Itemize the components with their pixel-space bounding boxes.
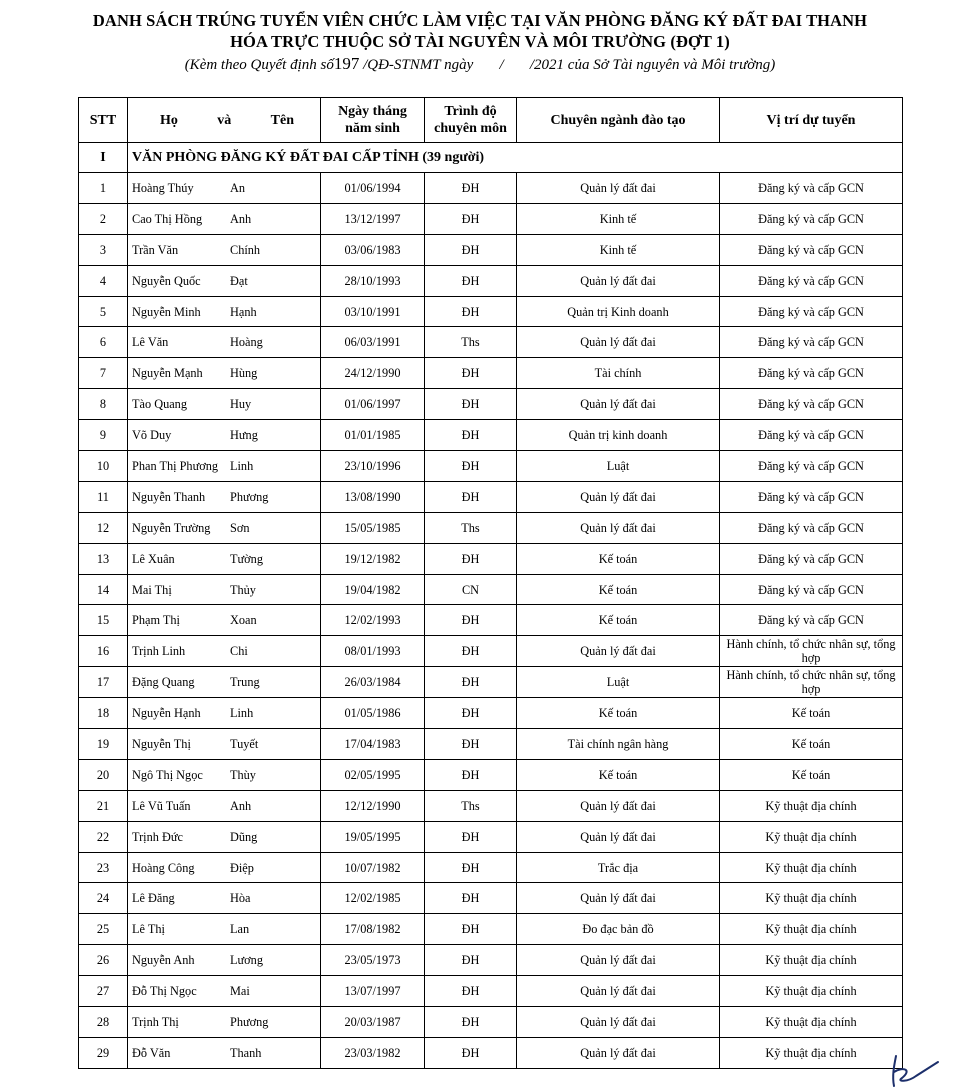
- cell-full-name: [128, 636, 321, 667]
- header-date-of-birth: Ngày tháng năm sinh: [321, 98, 425, 143]
- cell-ten: Mai: [230, 984, 250, 999]
- cell-position: Đăng ký và cấp GCN: [720, 203, 903, 234]
- cell-ho: Trần Văn: [132, 242, 179, 257]
- cell-ho: Nguyễn Thanh: [132, 489, 206, 504]
- cell-date-of-birth: 28/10/1993: [321, 265, 425, 296]
- cell-major: Kế toán: [517, 574, 720, 605]
- cell-position: Đăng ký và cấp GCN: [720, 481, 903, 512]
- table-row: [79, 420, 903, 451]
- document-subtitle: [0, 54, 960, 75]
- cell-major: Kinh tế: [517, 234, 720, 265]
- cell-qualification: ĐH: [425, 451, 517, 482]
- cell-position: Kế toán: [720, 729, 903, 760]
- cell-stt: 6: [79, 327, 128, 358]
- cell-position: Kế toán: [720, 698, 903, 729]
- cell-ho: Nguyễn Quốc: [132, 273, 201, 288]
- subtitle-prefix: (Kèm theo Quyết định số: [184, 57, 334, 73]
- cell-major: Kế toán: [517, 698, 720, 729]
- decision-number: 197: [333, 54, 360, 73]
- cell-date-of-birth: 01/05/1986: [321, 698, 425, 729]
- cell-ten: Đạt: [230, 273, 248, 288]
- cell-ten: Phương: [230, 1014, 269, 1029]
- cell-position: Đăng ký và cấp GCN: [720, 605, 903, 636]
- cell-qualification: ĐH: [425, 420, 517, 451]
- cell-ho: Lê Văn: [132, 335, 169, 350]
- cell-full-name: [128, 327, 321, 358]
- cell-stt: 21: [79, 790, 128, 821]
- cell-major: Quản lý đất đai: [517, 1037, 720, 1068]
- cell-qualification: ĐH: [425, 914, 517, 945]
- cell-full-name: [128, 543, 321, 574]
- cell-stt: 12: [79, 512, 128, 543]
- cell-qualification: ĐH: [425, 945, 517, 976]
- cell-qualification: ĐH: [425, 389, 517, 420]
- cell-ho: Đỗ Văn: [132, 1045, 171, 1060]
- cell-ho: Trịnh Đức: [132, 829, 183, 844]
- cell-ho: Nguyễn Mạnh: [132, 366, 203, 381]
- cell-position: Kỹ thuật địa chính: [720, 883, 903, 914]
- cell-major: Quản lý đất đai: [517, 790, 720, 821]
- cell-full-name: [128, 698, 321, 729]
- cell-date-of-birth: 15/05/1985: [321, 512, 425, 543]
- cell-qualification: ĐH: [425, 358, 517, 389]
- cell-ten: Xoan: [230, 613, 257, 628]
- cell-ten: Hùng: [230, 366, 258, 381]
- cell-major: Quản lý đất đai: [517, 883, 720, 914]
- cell-full-name: [128, 420, 321, 451]
- cell-full-name: [128, 574, 321, 605]
- document-title-line-2: HÓA TRỰC THUỘC SỞ TÀI NGUYÊN VÀ MÔI TRƯỜNG (ĐỢT 1): [230, 32, 730, 51]
- cell-position: Kỹ thuật địa chính: [720, 790, 903, 821]
- cell-qualification: ĐH: [425, 481, 517, 512]
- cell-ho: Cao Thị Hồng: [132, 211, 203, 226]
- cell-major: Luật: [517, 451, 720, 482]
- cell-qualification: ĐH: [425, 976, 517, 1007]
- cell-ten: Sơn: [230, 520, 250, 535]
- cell-major: Quản lý đất đai: [517, 327, 720, 358]
- table-row: [79, 729, 903, 760]
- cell-ten: Tường: [230, 551, 263, 566]
- table-row: [79, 234, 903, 265]
- cell-ho: Trịnh Linh: [132, 644, 186, 659]
- section-title: VĂN PHÒNG ĐĂNG KÝ ĐẤT ĐAI CẤP TỈNH (39 người): [128, 143, 903, 173]
- header-position: Vị trí dự tuyển: [720, 98, 903, 143]
- cell-stt: 8: [79, 389, 128, 420]
- cell-position: Kỹ thuật địa chính: [720, 914, 903, 945]
- cell-ten: Anh: [230, 798, 252, 813]
- cell-date-of-birth: 19/12/1982: [321, 543, 425, 574]
- cell-qualification: ĐH: [425, 852, 517, 883]
- cell-qualification: ĐH: [425, 173, 517, 204]
- cell-position: Đăng ký và cấp GCN: [720, 296, 903, 327]
- cell-ten: Linh: [230, 706, 254, 721]
- cell-date-of-birth: 02/05/1995: [321, 759, 425, 790]
- cell-ten: Lương: [230, 953, 263, 968]
- cell-qualification: ĐH: [425, 203, 517, 234]
- cell-full-name: [128, 883, 321, 914]
- cell-stt: 29: [79, 1037, 128, 1068]
- cell-full-name: [128, 203, 321, 234]
- cell-stt: 16: [79, 636, 128, 667]
- cell-ten: Thanh: [230, 1045, 262, 1060]
- cell-position: Đăng ký và cấp GCN: [720, 451, 903, 482]
- cell-stt: 4: [79, 265, 128, 296]
- cell-qualification: ĐH: [425, 821, 517, 852]
- cell-ho: Đỗ Thị Ngọc: [132, 984, 197, 999]
- signature-mark: [882, 1052, 942, 1089]
- cell-ten: An: [230, 180, 246, 195]
- cell-ten: Trung: [230, 675, 260, 690]
- header-ho: Họ: [160, 112, 178, 128]
- cell-qualification: ĐH: [425, 883, 517, 914]
- cell-full-name: [128, 389, 321, 420]
- cell-date-of-birth: 12/12/1990: [321, 790, 425, 821]
- cell-date-of-birth: 03/10/1991: [321, 296, 425, 327]
- cell-stt: 22: [79, 821, 128, 852]
- cell-qualification: ĐH: [425, 1037, 517, 1068]
- cell-stt: 2: [79, 203, 128, 234]
- cell-ten: Huy: [230, 397, 252, 412]
- table-row: [79, 1037, 903, 1068]
- table-row: [79, 821, 903, 852]
- cell-full-name: [128, 265, 321, 296]
- table-row: [79, 759, 903, 790]
- cell-date-of-birth: 20/03/1987: [321, 1007, 425, 1038]
- header-stt: STT: [79, 98, 128, 143]
- cell-stt: 15: [79, 605, 128, 636]
- cell-ho: Phan Thị Phương: [132, 458, 219, 473]
- cell-date-of-birth: 01/06/1997: [321, 389, 425, 420]
- cell-full-name: [128, 667, 321, 698]
- cell-date-of-birth: 13/08/1990: [321, 481, 425, 512]
- cell-ho: Nguyễn Thị: [132, 736, 191, 751]
- table-row: [79, 389, 903, 420]
- cell-ho: Lê Vũ Tuấn: [132, 798, 191, 813]
- cell-date-of-birth: 17/08/1982: [321, 914, 425, 945]
- table-row: [79, 574, 903, 605]
- cell-date-of-birth: 23/03/1982: [321, 1037, 425, 1068]
- cell-qualification: ĐH: [425, 234, 517, 265]
- cell-date-of-birth: 24/12/1990: [321, 358, 425, 389]
- cell-stt: 23: [79, 852, 128, 883]
- cell-stt: 11: [79, 481, 128, 512]
- cell-major: Quản lý đất đai: [517, 389, 720, 420]
- cell-qualification: Ths: [425, 790, 517, 821]
- cell-ho: Nguyễn Hạnh: [132, 706, 201, 721]
- cell-position: Kỹ thuật địa chính: [720, 976, 903, 1007]
- table-row: [79, 543, 903, 574]
- table-row: [79, 945, 903, 976]
- cell-major: Đo đạc bản đồ: [517, 914, 720, 945]
- cell-position: Đăng ký và cấp GCN: [720, 234, 903, 265]
- cell-date-of-birth: 23/10/1996: [321, 451, 425, 482]
- cell-position: Đăng ký và cấp GCN: [720, 543, 903, 574]
- cell-ten: Thùy: [230, 767, 256, 782]
- cell-ten: Linh: [230, 458, 254, 473]
- cell-stt: 20: [79, 759, 128, 790]
- cell-qualification: ĐH: [425, 667, 517, 698]
- cell-full-name: [128, 821, 321, 852]
- document-header: [0, 10, 960, 75]
- cell-stt: 18: [79, 698, 128, 729]
- cell-qualification: Ths: [425, 512, 517, 543]
- cell-qualification: ĐH: [425, 759, 517, 790]
- cell-stt: 25: [79, 914, 128, 945]
- document-title-line-1: DANH SÁCH TRÚNG TUYỂN VIÊN CHỨC LÀM VIỆC TẠI VĂN PHÒNG ĐĂNG KÝ ĐẤT ĐAI THANH: [92, 11, 868, 30]
- cell-ho: Võ Duy: [132, 428, 172, 443]
- section-row: [79, 143, 903, 173]
- cell-major: Kế toán: [517, 605, 720, 636]
- cell-full-name: [128, 1037, 321, 1068]
- cell-position: Kỹ thuật địa chính: [720, 1037, 903, 1068]
- cell-date-of-birth: 13/12/1997: [321, 203, 425, 234]
- cell-major: Tài chính ngân hàng: [517, 729, 720, 760]
- cell-ten: Thủy: [230, 582, 256, 597]
- cell-position: Kỹ thuật địa chính: [720, 821, 903, 852]
- cell-ten: Hòa: [230, 891, 251, 906]
- cell-major: Quản lý đất đai: [517, 1007, 720, 1038]
- cell-qualification: Ths: [425, 327, 517, 358]
- cell-ho: Nguyễn Minh: [132, 304, 201, 319]
- table-row: [79, 296, 903, 327]
- cell-ten: Phương: [230, 489, 269, 504]
- table-row: [79, 914, 903, 945]
- table-row: [79, 1007, 903, 1038]
- table-row: [79, 976, 903, 1007]
- cell-date-of-birth: 01/01/1985: [321, 420, 425, 451]
- cell-date-of-birth: 13/07/1997: [321, 976, 425, 1007]
- table-row: [79, 883, 903, 914]
- cell-date-of-birth: 12/02/1985: [321, 883, 425, 914]
- cell-qualification: CN: [425, 574, 517, 605]
- cell-position: Kỹ thuật địa chính: [720, 1007, 903, 1038]
- section-number: I: [79, 143, 128, 173]
- table-row: [79, 358, 903, 389]
- cell-ten: Hạnh: [230, 304, 257, 319]
- cell-position: Đăng ký và cấp GCN: [720, 173, 903, 204]
- cell-ho: Lê Thị: [132, 922, 165, 937]
- cell-position: Đăng ký và cấp GCN: [720, 420, 903, 451]
- table-body: [79, 143, 903, 1069]
- cell-stt: 9: [79, 420, 128, 451]
- cell-position: Hành chính, tổ chức nhân sự, tổng hợp: [720, 636, 903, 667]
- cell-major: Quản lý đất đai: [517, 512, 720, 543]
- cell-full-name: [128, 729, 321, 760]
- cell-date-of-birth: 19/05/1995: [321, 821, 425, 852]
- cell-stt: 7: [79, 358, 128, 389]
- cell-ten: Hoàng: [230, 335, 263, 350]
- cell-stt: 27: [79, 976, 128, 1007]
- cell-date-of-birth: 23/05/1973: [321, 945, 425, 976]
- cell-date-of-birth: 10/07/1982: [321, 852, 425, 883]
- table-row: [79, 451, 903, 482]
- header-ten: Tên: [270, 112, 294, 128]
- cell-ten: Dũng: [230, 829, 258, 844]
- cell-major: Kế toán: [517, 543, 720, 574]
- header-qualification: Trình độ chuyên môn: [425, 98, 517, 143]
- cell-ten: Tuyết: [230, 736, 259, 751]
- cell-stt: 24: [79, 883, 128, 914]
- cell-position: Đăng ký và cấp GCN: [720, 512, 903, 543]
- recruitment-table: [78, 97, 903, 1069]
- cell-date-of-birth: 17/04/1983: [321, 729, 425, 760]
- cell-major: Kinh tế: [517, 203, 720, 234]
- cell-stt: 14: [79, 574, 128, 605]
- cell-date-of-birth: 08/01/1993: [321, 636, 425, 667]
- header-full-name: [128, 98, 321, 143]
- table-row: [79, 327, 903, 358]
- table-header-row: [79, 98, 903, 143]
- cell-stt: 19: [79, 729, 128, 760]
- cell-date-of-birth: 03/06/1983: [321, 234, 425, 265]
- cell-ho: Lê Xuân: [132, 551, 175, 566]
- cell-full-name: [128, 451, 321, 482]
- cell-ho: Tào Quang: [132, 397, 187, 412]
- table-row: [79, 481, 903, 512]
- cell-ho: Nguyễn Trường: [132, 520, 211, 535]
- cell-qualification: ĐH: [425, 605, 517, 636]
- cell-major: Luật: [517, 667, 720, 698]
- table-row: [79, 852, 903, 883]
- cell-date-of-birth: 26/03/1984: [321, 667, 425, 698]
- cell-major: Trắc địa: [517, 852, 720, 883]
- cell-full-name: [128, 914, 321, 945]
- cell-qualification: ĐH: [425, 296, 517, 327]
- cell-stt: 17: [79, 667, 128, 698]
- cell-position: Kỹ thuật địa chính: [720, 852, 903, 883]
- cell-ten: Anh: [230, 211, 252, 226]
- cell-full-name: [128, 512, 321, 543]
- cell-ho: Nguyễn Anh: [132, 953, 195, 968]
- cell-full-name: [128, 605, 321, 636]
- cell-major: Quản lý đất đai: [517, 265, 720, 296]
- cell-qualification: ĐH: [425, 265, 517, 296]
- cell-ten: Điệp: [230, 860, 254, 875]
- cell-ten: Lan: [230, 922, 250, 937]
- cell-qualification: ĐH: [425, 1007, 517, 1038]
- table-row: [79, 512, 903, 543]
- cell-full-name: [128, 296, 321, 327]
- cell-major: Quản lý đất đai: [517, 173, 720, 204]
- cell-major: Quản trị Kinh doanh: [517, 296, 720, 327]
- table-row: [79, 265, 903, 296]
- cell-date-of-birth: 12/02/1993: [321, 605, 425, 636]
- cell-ten: Hưng: [230, 428, 258, 443]
- cell-position: Đăng ký và cấp GCN: [720, 265, 903, 296]
- cell-ho: Lê Đăng: [132, 891, 175, 906]
- cell-full-name: [128, 852, 321, 883]
- cell-major: Quản lý đất đai: [517, 636, 720, 667]
- header-va: và: [217, 112, 232, 128]
- cell-position: Hành chính, tổ chức nhân sự, tổng hợp: [720, 667, 903, 698]
- cell-ho: Ngô Thị Ngọc: [132, 767, 203, 782]
- cell-ho: Trịnh Thị: [132, 1014, 179, 1029]
- cell-major: Kế toán: [517, 759, 720, 790]
- cell-ho: Hoàng Thúy: [132, 180, 194, 195]
- table-row: [79, 203, 903, 234]
- cell-ho: Phạm Thị: [132, 613, 180, 628]
- cell-position: Kỹ thuật địa chính: [720, 945, 903, 976]
- table-row: [79, 667, 903, 698]
- table-row: [79, 790, 903, 821]
- table-row: [79, 173, 903, 204]
- cell-ho: Mai Thị: [132, 582, 172, 597]
- cell-position: Đăng ký và cấp GCN: [720, 574, 903, 605]
- cell-major: Quản lý đất đai: [517, 821, 720, 852]
- cell-ten: Chi: [230, 644, 248, 659]
- cell-qualification: ĐH: [425, 698, 517, 729]
- cell-full-name: [128, 234, 321, 265]
- cell-position: Đăng ký và cấp GCN: [720, 358, 903, 389]
- cell-stt: 3: [79, 234, 128, 265]
- header-major: Chuyên ngành đào tạo: [517, 98, 720, 143]
- cell-date-of-birth: 01/06/1994: [321, 173, 425, 204]
- cell-stt: 10: [79, 451, 128, 482]
- cell-full-name: [128, 976, 321, 1007]
- cell-major: Quản trị kinh doanh: [517, 420, 720, 451]
- cell-ten: Chính: [230, 242, 261, 257]
- table-row: [79, 698, 903, 729]
- cell-qualification: ĐH: [425, 636, 517, 667]
- cell-stt: 13: [79, 543, 128, 574]
- cell-stt: 28: [79, 1007, 128, 1038]
- cell-full-name: [128, 945, 321, 976]
- cell-full-name: [128, 173, 321, 204]
- cell-stt: 5: [79, 296, 128, 327]
- cell-position: Kế toán: [720, 759, 903, 790]
- cell-position: Đăng ký và cấp GCN: [720, 327, 903, 358]
- cell-date-of-birth: 19/04/1982: [321, 574, 425, 605]
- cell-qualification: ĐH: [425, 729, 517, 760]
- cell-stt: 1: [79, 173, 128, 204]
- cell-qualification: ĐH: [425, 543, 517, 574]
- cell-stt: 26: [79, 945, 128, 976]
- cell-full-name: [128, 1007, 321, 1038]
- table-row: [79, 636, 903, 667]
- table-row: [79, 605, 903, 636]
- cell-full-name: [128, 790, 321, 821]
- cell-full-name: [128, 358, 321, 389]
- cell-ho: Đặng Quang: [132, 675, 195, 690]
- cell-major: Quản lý đất đai: [517, 945, 720, 976]
- cell-date-of-birth: 06/03/1991: [321, 327, 425, 358]
- cell-position: Đăng ký và cấp GCN: [720, 389, 903, 420]
- cell-major: Tài chính: [517, 358, 720, 389]
- cell-full-name: [128, 481, 321, 512]
- subtitle-suffix: /QĐ-STNMT ngày / /2021 của Sở Tài nguyên và Môi trường): [359, 57, 776, 73]
- cell-major: Quản lý đất đai: [517, 481, 720, 512]
- cell-ho: Hoàng Công: [132, 860, 195, 875]
- cell-full-name: [128, 759, 321, 790]
- cell-major: Quản lý đất đai: [517, 976, 720, 1007]
